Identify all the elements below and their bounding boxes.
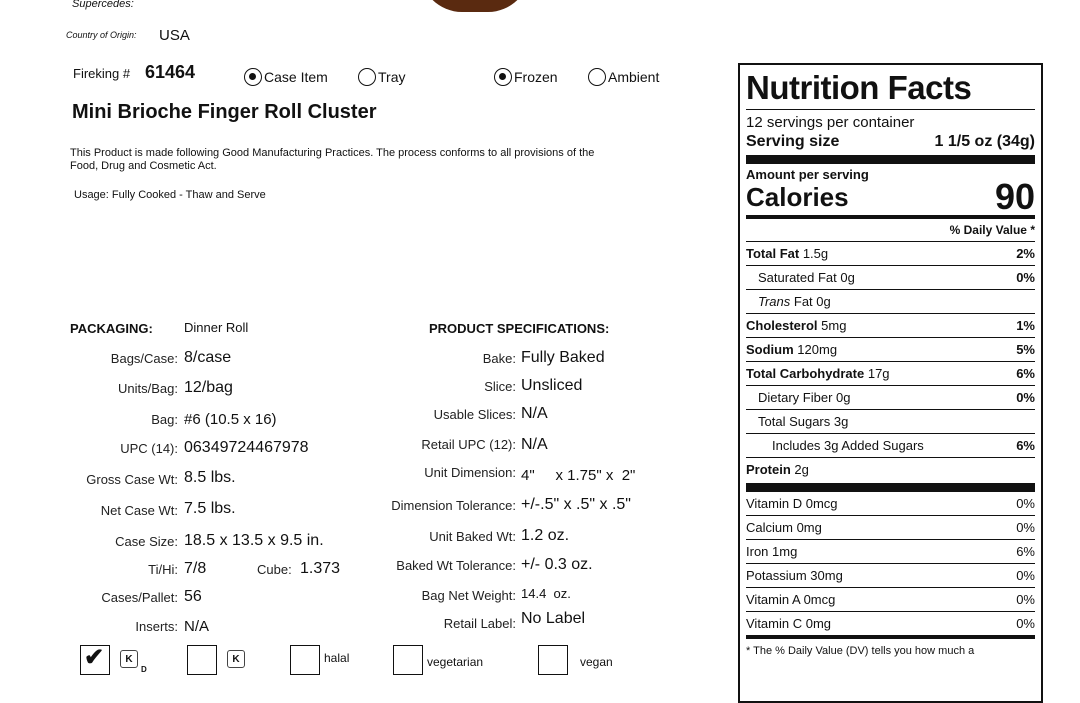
ambient-option[interactable]: [588, 68, 659, 86]
nutrient-row: [746, 337, 1035, 361]
vitamin-dv: 0%: [1016, 616, 1035, 631]
nutrient-name: Cholesterol: [746, 318, 818, 333]
case-item-option[interactable]: [244, 68, 328, 86]
pack-value: 56: [184, 588, 202, 605]
nutrient-dv: 5%: [1016, 342, 1035, 357]
nutrient-name: Trans: [758, 294, 791, 309]
pack-label: Gross Case Wt:: [86, 472, 178, 487]
vitamin-row: [746, 515, 1035, 539]
spec-label: Bag Net Weight:: [421, 588, 516, 603]
vitamin-name: Vitamin D 0mcg: [746, 496, 838, 511]
supercedes-label: Supercedes:: [72, 0, 134, 10]
packaging-heading: PACKAGING:: [70, 321, 153, 336]
vitamin-name: Iron 1mg: [746, 544, 798, 559]
pack-label: Cases/Pallet:: [101, 590, 178, 605]
nutrient-amount: 1.5g: [802, 246, 829, 261]
spec-label: Slice:: [484, 379, 516, 394]
pack-value: 06349724467978: [184, 439, 309, 456]
calories-label: Calories: [746, 182, 849, 212]
country-label: Country of Origin:: [66, 30, 137, 40]
vitamin-row: [746, 563, 1035, 587]
nutrient-name: Total Carbohydrate: [746, 366, 865, 381]
pack-label: Inserts:: [135, 619, 178, 634]
vitamin-dv: 0%: [1016, 496, 1035, 511]
checkmark-icon: ✔: [84, 644, 105, 671]
vitamin-dv: 6%: [1016, 544, 1035, 559]
spec-value: N/A: [521, 405, 548, 422]
vegan-checkbox[interactable]: [538, 645, 568, 675]
nutrient-amount: 17g: [867, 366, 890, 381]
nutrient-amount: 0g: [836, 390, 851, 405]
kosher-dairy-sub: D: [141, 665, 147, 674]
halal-label: halal: [324, 651, 350, 665]
nutrient-row: [746, 361, 1035, 385]
spec-value: N/A: [521, 436, 548, 453]
nutrient-row: [746, 433, 1035, 457]
vitamin-name: Calcium 0mg: [746, 520, 822, 535]
spec-label: Baked Wt Tolerance:: [396, 558, 516, 573]
pack-label: Units/Bag:: [118, 381, 178, 396]
product-photo: [420, 0, 530, 12]
nutrient-name: Dietary Fiber: [758, 390, 833, 405]
nutrient-dv: 0%: [1016, 270, 1035, 285]
spec-value: 4" x 1.75" x 2": [521, 467, 636, 484]
halal-checkbox[interactable]: [290, 645, 320, 675]
kosher-dairy-icon: [120, 650, 138, 668]
nutrient-name: Sodium: [746, 342, 794, 357]
nutrient-row: [746, 241, 1035, 265]
vegetarian-label: vegetarian: [427, 655, 484, 669]
nutrient-dv: 2%: [1016, 246, 1035, 261]
vitamin-row: [746, 587, 1035, 611]
vitamin-name: Vitamin C 0mg: [746, 616, 832, 631]
gmp-text-line2: Food, Drug and Cosmetic Act.: [70, 160, 217, 172]
fireking-label: Fireking #: [73, 66, 131, 81]
spec-value: Unsliced: [521, 377, 583, 394]
spec-label: Usable Slices:: [433, 407, 516, 422]
spec-label: Retail Label:: [443, 616, 516, 631]
case-item-label: Case Item: [264, 69, 328, 85]
frozen-option[interactable]: [494, 68, 558, 86]
daily-value-header: % Daily Value *: [949, 223, 1035, 237]
vegan-label: vegan: [580, 655, 613, 669]
cube-label: Cube:: [257, 562, 292, 577]
pack-value: 8.5 lbs.: [184, 469, 236, 486]
tray-label: Tray: [378, 69, 406, 85]
pack-value: #6 (10.5 x 16): [184, 411, 277, 428]
nutrient-name: Saturated Fat: [758, 270, 837, 285]
case-item-radio[interactable]: [244, 68, 262, 86]
kosher-dairy-checkbox[interactable]: [80, 645, 110, 675]
fireking-number: 61464: [145, 62, 196, 82]
spec-value: +/- 0.3 oz.: [521, 556, 593, 573]
spec-value: No Label: [521, 610, 586, 627]
vegetarian-checkbox[interactable]: [393, 645, 423, 675]
tray-radio[interactable]: [358, 68, 376, 86]
serving-size-value: 1 1/5 oz (34g): [934, 133, 1035, 150]
calories-value: 90: [994, 176, 1035, 217]
ambient-label: Ambient: [608, 69, 660, 85]
spec-value: Fully Baked: [521, 349, 605, 366]
gmp-text-line1: This Product is made following Good Manufacturing Practices. The process conforms to all provisions of the: [70, 147, 595, 159]
spec-label: Retail UPC (12):: [421, 437, 516, 452]
nutrient-row: [746, 313, 1035, 337]
spec-label: Unit Dimension:: [424, 465, 516, 480]
nutrient-amount: Fat 0g: [793, 294, 831, 309]
nutrient-amount: 120mg: [797, 342, 838, 357]
product-name: Mini Brioche Finger Roll Cluster: [72, 101, 377, 123]
calories-row: [746, 176, 1035, 217]
pack-value: 7.5 lbs.: [184, 500, 236, 517]
nutrient-amount: 3g: [833, 414, 849, 429]
kosher-icon: [227, 650, 245, 668]
spec-label: Unit Baked Wt:: [429, 529, 516, 544]
nutrient-dv: 6%: [1016, 366, 1035, 381]
packaging-type: Dinner Roll: [184, 320, 249, 335]
pack-label: Net Case Wt:: [100, 503, 178, 518]
nutrient-dv: 6%: [1016, 438, 1035, 453]
spec-value: 1.2 oz.: [521, 527, 570, 544]
nutrient-dv: 0%: [1016, 390, 1035, 405]
pack-label: Ti/Hi:: [148, 562, 178, 577]
nutrient-amount: 5mg: [821, 318, 847, 333]
nutrient-name: Total Fat: [746, 246, 800, 261]
nutrient-row: [746, 457, 1035, 481]
vitamin-row: [746, 539, 1035, 563]
nutrition-facts-panel: [738, 63, 1043, 703]
pack-label: Case Size:: [115, 534, 178, 549]
vitamin-dv: 0%: [1016, 568, 1035, 583]
servings-per-container: 12 servings per container: [746, 114, 915, 131]
cube-value: 1.373: [300, 560, 341, 577]
frozen-label: Frozen: [514, 69, 558, 85]
frozen-radio[interactable]: [494, 68, 512, 86]
nutrient-amount: 2g: [794, 462, 809, 477]
serving-size-label: Serving size: [746, 133, 840, 150]
vitamin-dv: 0%: [1016, 520, 1035, 535]
ambient-radio[interactable]: [588, 68, 606, 86]
usage-text: Usage: Fully Cooked - Thaw and Serve: [74, 189, 266, 201]
spec-label: Bake:: [482, 351, 516, 366]
spec-value: +/-.5" x .5" x .5": [521, 496, 631, 513]
nutrient-name: Protein: [746, 462, 791, 477]
vitamin-name: Vitamin A 0mcg: [746, 592, 836, 607]
pack-value: N/A: [184, 618, 210, 635]
country-value: USA: [159, 27, 190, 44]
nutrient-name: Includes 3g Added Sugars: [772, 438, 924, 453]
serving-size-row: [746, 132, 1035, 152]
vitamin-row: [746, 492, 1035, 515]
nutrient-row: [746, 265, 1035, 289]
pack-label: UPC (14):: [120, 441, 178, 456]
nutrient-amount: 0g: [840, 270, 855, 285]
kosher-dairy-letter: K: [125, 654, 133, 665]
nutrient-row: [746, 385, 1035, 409]
nutrient-dv: 1%: [1016, 318, 1035, 333]
vitamin-dv: 0%: [1016, 592, 1035, 607]
tray-option[interactable]: [358, 68, 405, 86]
pack-label: Bag:: [151, 412, 178, 427]
dv-footnote: * The % Daily Value (DV) tells you how much a: [746, 645, 975, 657]
pack-value: 8/case: [184, 349, 232, 366]
specs-heading: PRODUCT SPECIFICATIONS:: [429, 321, 610, 336]
pack-value: 12/bag: [184, 379, 233, 396]
pack-value: 18.5 x 13.5 x 9.5 in.: [184, 532, 324, 549]
amount-per-serving: Amount per serving: [746, 167, 869, 182]
nutrition-title: Nutrition Facts: [746, 69, 972, 106]
spec-value: 14.4 oz.: [521, 586, 571, 601]
nutrient-row: [746, 289, 1035, 313]
pack-value: 7/8: [184, 560, 207, 577]
nutrient-name: Total Sugars: [758, 414, 831, 429]
vitamin-row: [746, 611, 1035, 635]
nutrient-row: [746, 409, 1035, 433]
pack-label: Bags/Case:: [110, 351, 178, 366]
kosher-letter: K: [232, 654, 240, 665]
kosher-checkbox[interactable]: [187, 645, 217, 675]
spec-label: Dimension Tolerance:: [391, 498, 516, 513]
vitamin-name: Potassium 30mg: [746, 568, 843, 583]
